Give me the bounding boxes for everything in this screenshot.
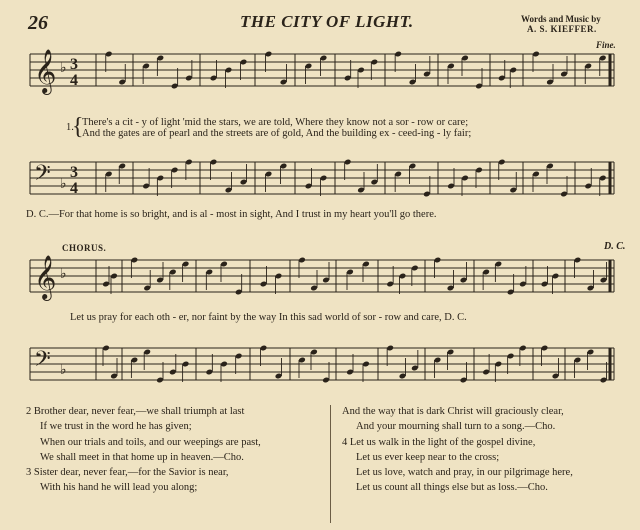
- verse1-lyric-line2: And the gates are of pearl and the streets are of gold, And the building ex - ceed-ing - ly fair;: [82, 128, 472, 139]
- fine-marking: Fine.: [596, 40, 616, 50]
- song-title: THE CITY OF LIGHT.: [240, 12, 414, 31]
- verses-left-column: [26, 404, 261, 496]
- flat-icon: ♭: [60, 176, 67, 192]
- verse1-lyric-line1: There's a cit - y of light 'mid the stars, we are told, Where they know not a sor - row or care;: [82, 117, 469, 128]
- bass-clef-icon: 𝄢: [34, 161, 51, 191]
- dc-marking: D. C.: [604, 241, 626, 252]
- verse-line: If we trust in the word he has given;: [40, 421, 192, 433]
- verse-line: Let us love, watch and pray, in our pilgrimage here,: [356, 467, 573, 479]
- verse-line: And the way that is dark Christ will graciously clear,: [342, 406, 564, 417]
- verse-line: With his hand he will lead you along;: [40, 482, 198, 494]
- verse-line: Let us ever keep near to the cross;: [356, 451, 500, 463]
- credit-line-1: Words and Music by: [521, 14, 601, 24]
- treble-clef-icon: 𝄞: [34, 49, 57, 93]
- verse-line: When our trials and toils, and our weepings are past,: [40, 436, 261, 448]
- verse-line: 4 Let us walk in the light of the gospel divine,: [342, 436, 536, 448]
- treble-clef-icon: 𝄞: [34, 255, 57, 299]
- verse-line: Let us count all things else but as loss.—Cho.: [356, 482, 548, 494]
- time-signature-icon: 4: [70, 180, 78, 197]
- time-signature-icon: 4: [70, 72, 78, 89]
- flat-icon: ♭: [60, 362, 67, 378]
- time-signature-icon: 3: [70, 56, 78, 73]
- verses-right-column: [342, 404, 573, 496]
- time-signature-icon: 3: [70, 164, 78, 181]
- verse-line: 3 Sister dear, never fear,—for the Savior is near,: [26, 467, 229, 479]
- dc-lyric-line: D. C.—For that home is so bright, and is al - most in sight, And I trust in my heart you'll go there.: [26, 209, 437, 220]
- credit-composer: A. S. KIEFFER.: [527, 24, 597, 34]
- brace-icon: {: [72, 114, 84, 140]
- chorus-lyric-line: Let us pray for each oth - er, nor faint by the way In this sad world of sor - row and care, D. C.: [70, 312, 467, 323]
- chorus-heading: CHORUS.: [62, 243, 107, 253]
- flat-icon: ♭: [60, 60, 67, 76]
- verse-number: 1.: [66, 122, 74, 133]
- column-divider: [330, 405, 331, 523]
- bass-clef-icon: 𝄢: [34, 347, 51, 377]
- verse-line: We shall meet in that home up in heaven.—Cho.: [40, 451, 244, 463]
- verse-line: 2 Brother dear, never fear,—we shall triumph at last: [26, 406, 245, 417]
- flat-icon: ♭: [60, 266, 67, 282]
- verse-line: And your mourning shall turn to a song.—Cho.: [356, 421, 556, 433]
- page-number: 26: [28, 12, 48, 34]
